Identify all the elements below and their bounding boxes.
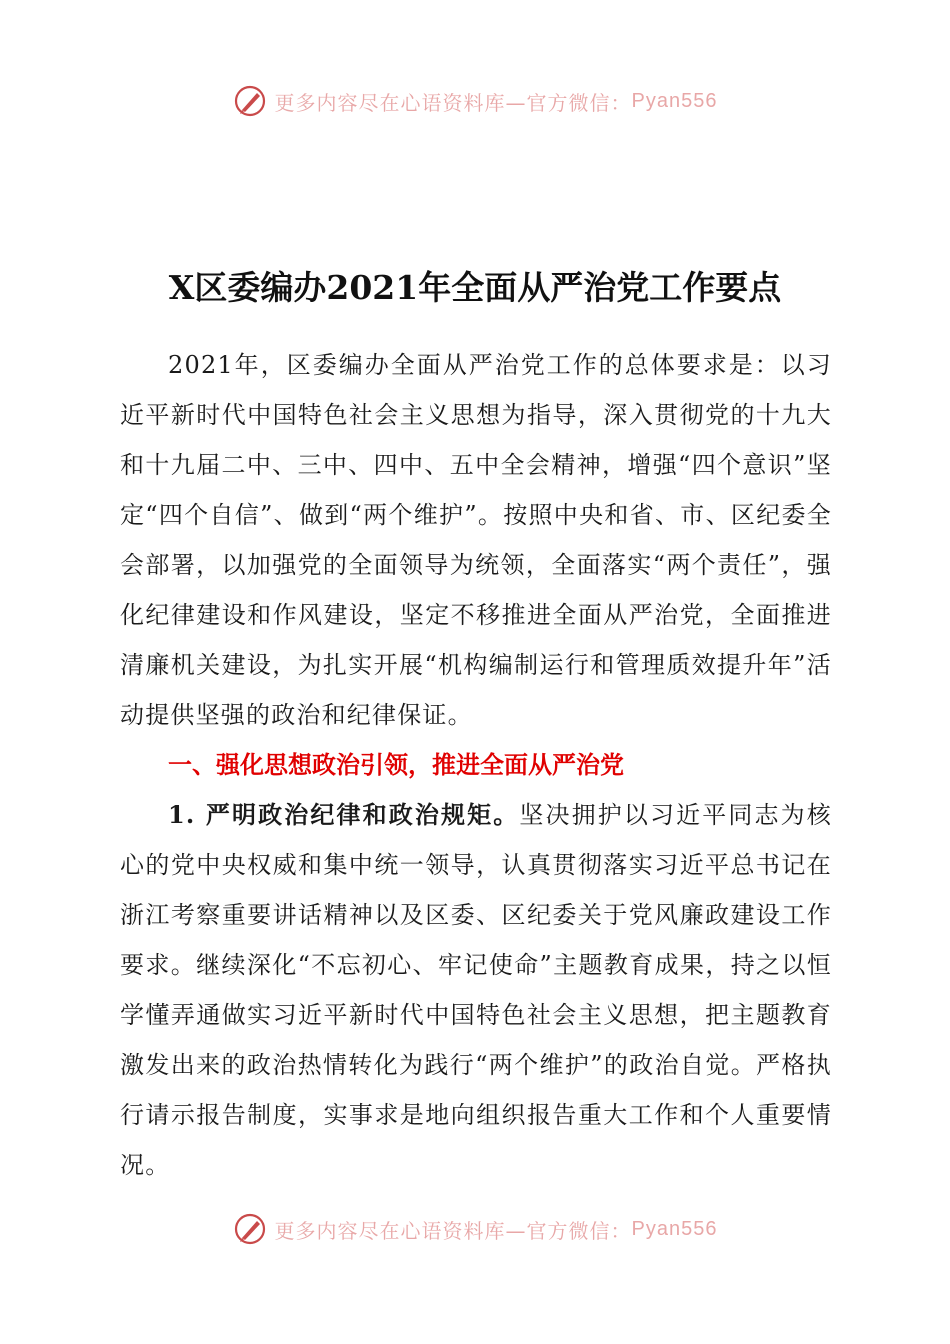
pen-logo-icon [233,1212,267,1246]
item-body: 坚决拥护以习近平同志为核心的党中央权威和集中统一领导，认真贯彻落实习近平总书记在浙江考察重要讲话精神以及区委、区纪委关于党风廉政建设工作要求。继续深化“不忘初心、牢记使命”主题教育成果，持之以恒学懂弄通做实习近平新时代中国特色社会主义思想，把主题教育激发出来的政治热情转化为践行“两个维护”的政治自觉。严格执行请示报告制度，实事求是地向组织报告重大工作和个人重要情况。 [120,801,832,1179]
watermark-header [0,84,950,118]
document-title: X区委编办2021年全面从严治党工作要点 [168,268,782,307]
item-lead: 1. 严明政治纪律和政治规矩。 [168,800,520,829]
item-paragraph [120,790,832,1190]
watermark-text: 更多内容尽在心语资料库—官方微信： [274,1218,632,1243]
watermark-handle: Pyan556 [631,89,718,112]
pen-logo-icon [233,84,267,118]
intro-paragraph: 2021年，区委编办全面从严治党工作的总体要求是：以习近平新时代中国特色社会主义思想为指导，深入贯彻党的十九大和十九届二中、三中、四中、五中全会精神，增强“四个意识”坚定“四个自信”、做到“两个维护”。按照中央和省、市、区纪委全会部署，以加强党的全面领导为统领，全面落实“两个责任”，强化纪律建设和作风建设，坚定不移推进全面从严治党，全面推进清廉机关建设，为扎实开展“机构编制运行和管理质效提升年”活动提供坚强的政治和纪律保证。 [120,351,832,729]
document-body [120,340,832,1190]
watermark-footer [0,1212,950,1246]
watermark-handle: Pyan556 [631,1217,718,1240]
section-heading: 一、强化思想政治引领，推进全面从严治党 [168,751,624,779]
watermark-text: 更多内容尽在心语资料库—官方微信： [274,90,632,115]
